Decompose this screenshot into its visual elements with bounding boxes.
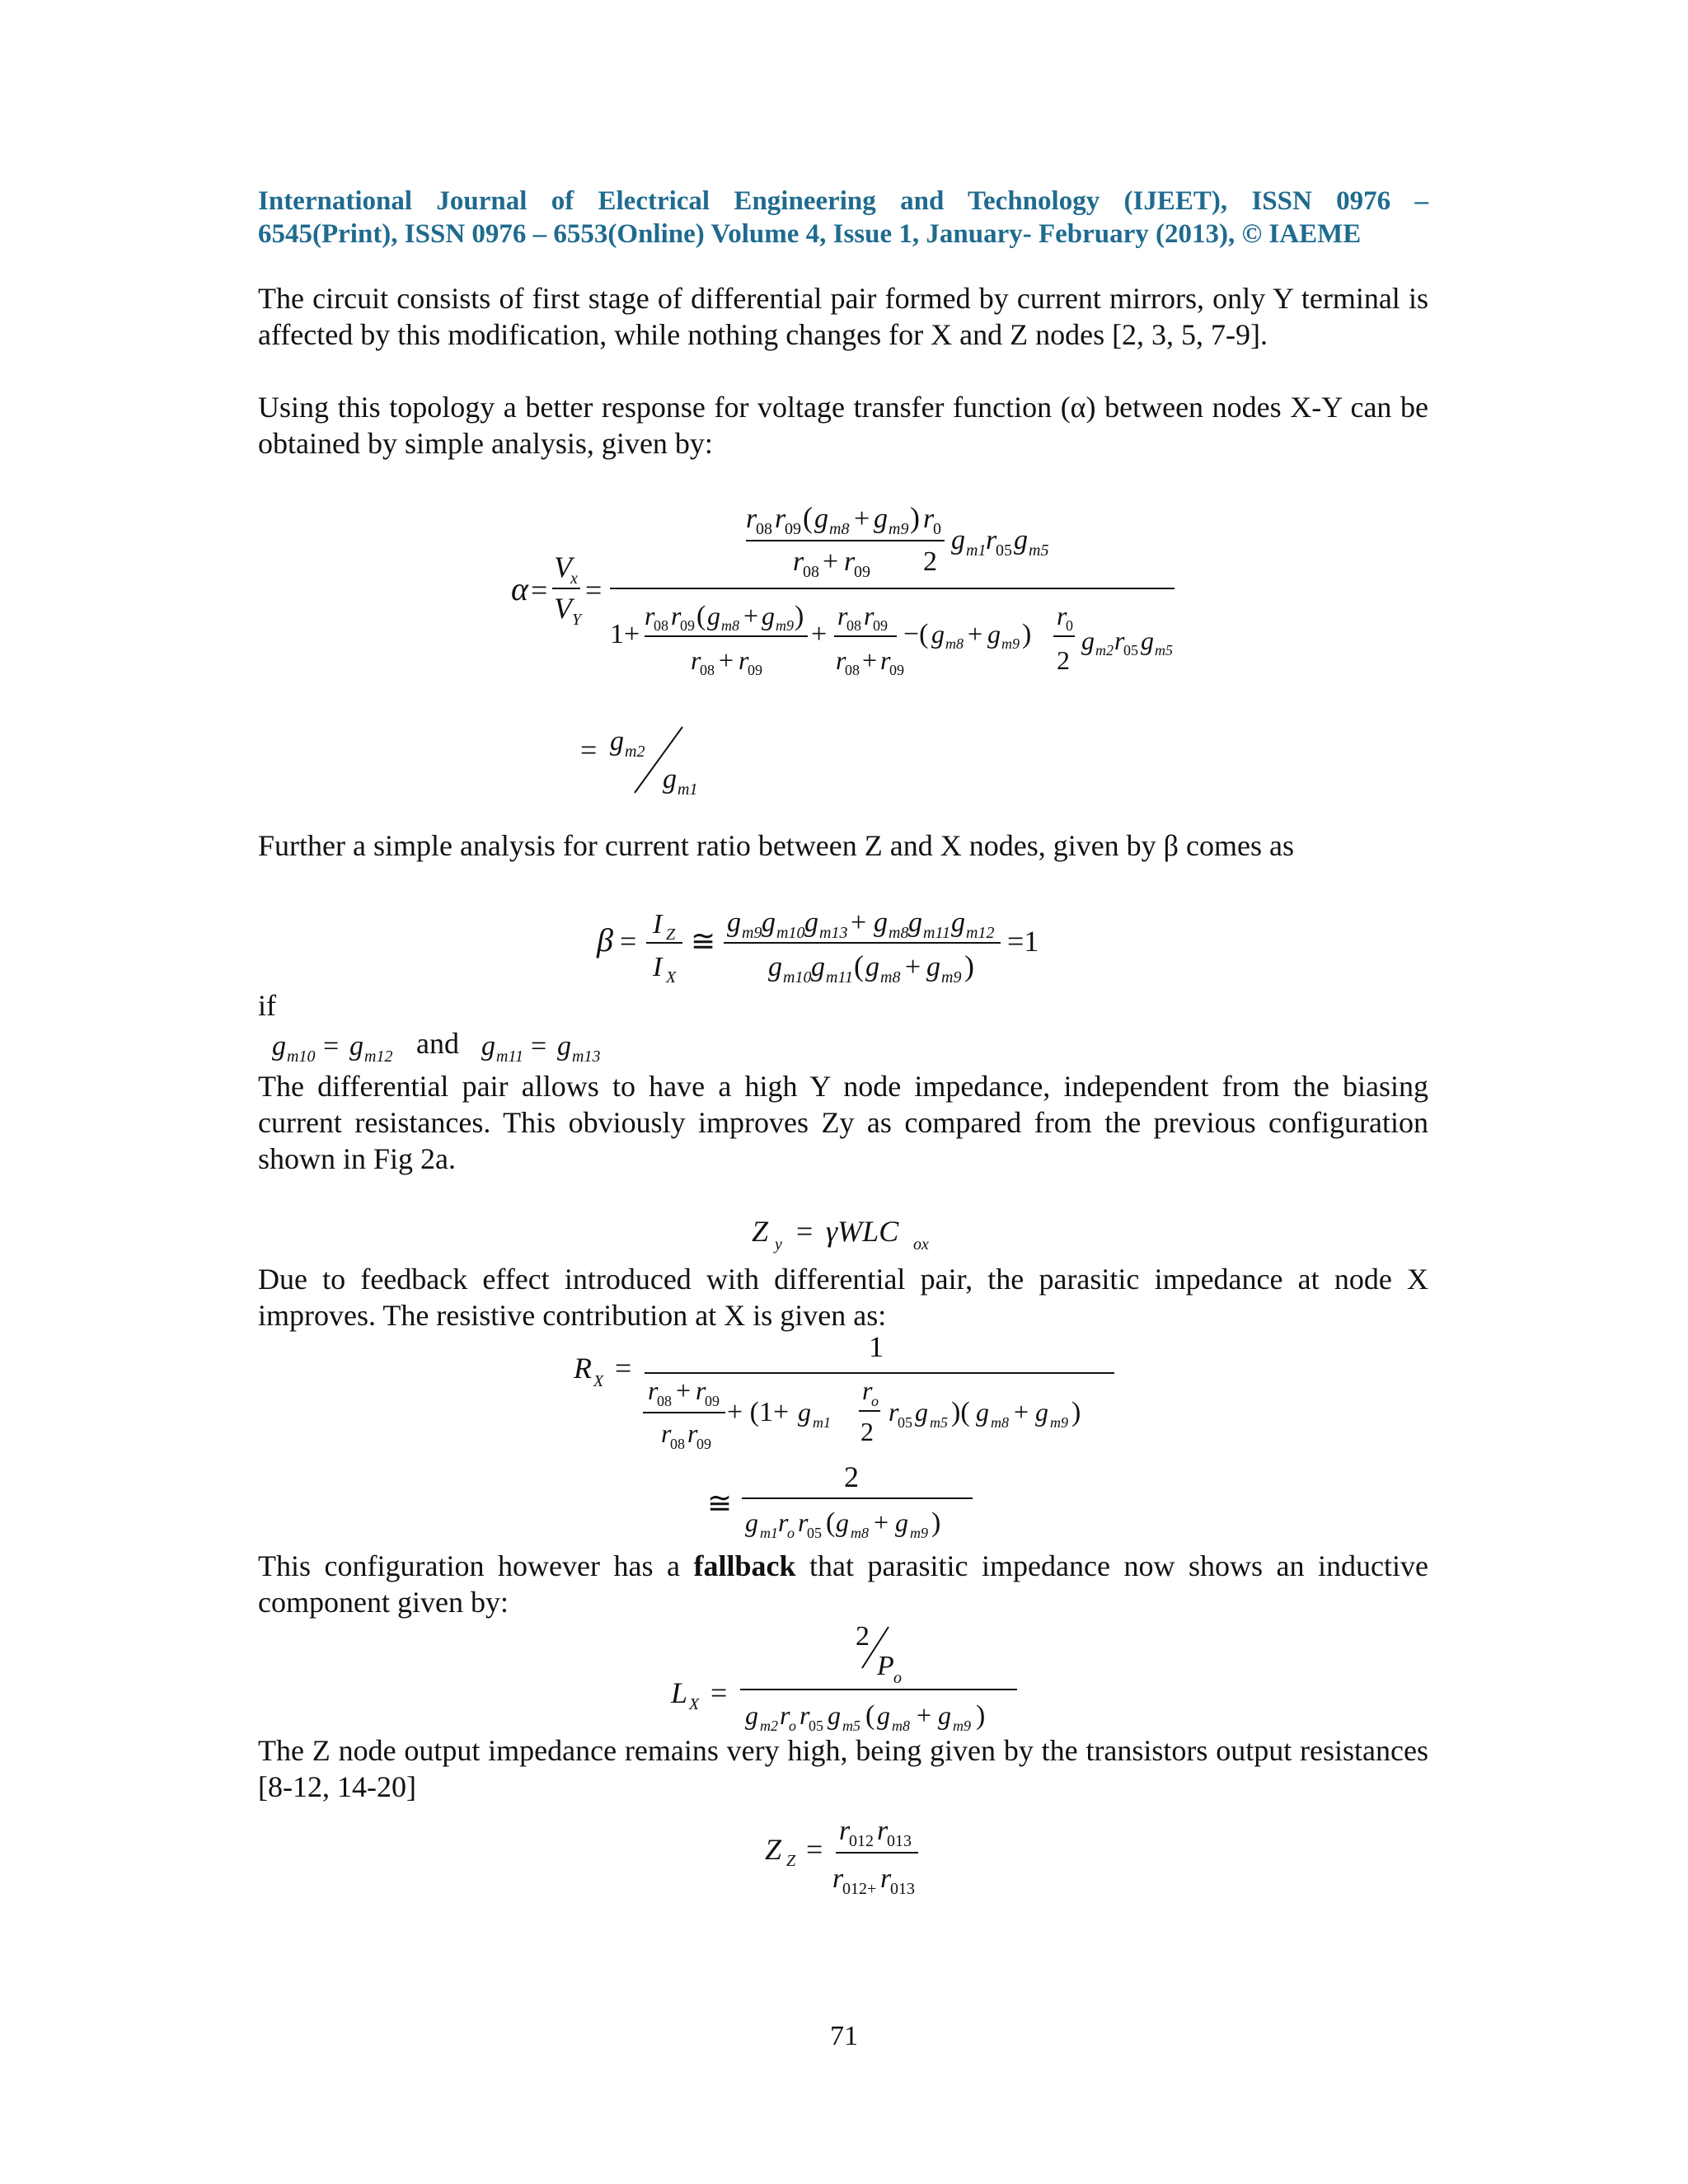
svg-text:): )	[931, 1507, 941, 1538]
svg-text:=: =	[323, 1031, 340, 1062]
svg-text:r: r	[738, 645, 749, 675]
svg-text:012+: 012+	[842, 1880, 877, 1898]
svg-text:g: g	[951, 907, 965, 938]
svg-text:r: r	[778, 1507, 789, 1537]
svg-text:V: V	[554, 551, 572, 583]
svg-text:y: y	[775, 1235, 782, 1254]
svg-text:09: 09	[705, 1393, 720, 1409]
svg-text:g: g	[938, 1700, 951, 1730]
svg-text:g: g	[877, 1700, 890, 1730]
svg-text:m1: m1	[760, 1525, 778, 1541]
svg-text:g: g	[1141, 626, 1154, 655]
condition-and-word: and	[416, 1027, 459, 1060]
paragraph-circuit-description: The circuit consists of first stage of differential pair formed by current mirrors, only Y terminal is affected by this modification, while nothing changes for X and Z nodes [2, 3, 5, 7-9].	[258, 282, 1428, 351]
svg-text:=: =	[580, 733, 598, 766]
svg-text:m2: m2	[1095, 642, 1114, 658]
svg-text:2: 2	[860, 1417, 874, 1446]
svg-text:g: g	[349, 1031, 363, 1062]
svg-text:m8: m8	[889, 924, 909, 942]
svg-text:m9: m9	[953, 1718, 971, 1734]
svg-text:m10: m10	[783, 968, 812, 987]
svg-text:g: g	[745, 1700, 758, 1730]
svg-text:m10: m10	[287, 1047, 316, 1066]
svg-text:g: g	[915, 1397, 928, 1427]
equation-alpha-simplified	[577, 717, 725, 799]
svg-text:m13: m13	[572, 1047, 601, 1066]
svg-text:+: +	[676, 1376, 692, 1405]
svg-text:m11: m11	[826, 968, 853, 987]
svg-text:m8: m8	[892, 1718, 910, 1734]
svg-text:g: g	[481, 1031, 495, 1062]
svg-text:m9: m9	[941, 968, 962, 987]
paragraph-if: if	[258, 989, 276, 1022]
svg-text:05: 05	[898, 1414, 912, 1431]
svg-text:=: =	[806, 1833, 823, 1866]
svg-text:): )	[964, 949, 974, 982]
svg-text:g: g	[926, 952, 940, 982]
svg-text:+ (1+: + (1+	[727, 1397, 790, 1427]
svg-text:Y: Y	[572, 611, 582, 629]
svg-text:+: +	[874, 1507, 889, 1537]
svg-text:o: o	[871, 1393, 879, 1409]
svg-text:r: r	[799, 1700, 810, 1730]
svg-text:g: g	[828, 1700, 841, 1730]
svg-text:Z: Z	[765, 1833, 782, 1866]
svg-text:): )	[1071, 1397, 1081, 1427]
svg-text:09: 09	[873, 617, 888, 634]
svg-text:m9: m9	[776, 617, 794, 634]
svg-text:m11: m11	[496, 1047, 523, 1066]
svg-text:08: 08	[756, 520, 772, 538]
svg-text:g: g	[798, 1397, 811, 1427]
svg-text:=: =	[796, 1215, 814, 1248]
svg-text:r: r	[832, 1863, 844, 1894]
svg-text:L: L	[671, 1676, 688, 1709]
svg-text:012: 012	[849, 1832, 874, 1850]
svg-text:r: r	[923, 504, 935, 534]
journal-header	[258, 185, 1428, 251]
svg-text:r: r	[780, 1700, 790, 1730]
paragraph-current-ratio: Further a simple analysis for current ratio between Z and X nodes, given by β comes as	[258, 829, 1294, 862]
svg-text:=: =	[531, 1031, 547, 1062]
svg-text:β: β	[597, 921, 613, 958]
svg-text:(: (	[803, 501, 813, 534]
svg-text:09: 09	[748, 662, 762, 678]
svg-text:(: (	[854, 949, 864, 982]
svg-text:≅: ≅	[691, 925, 716, 958]
svg-text:+: +	[811, 619, 828, 649]
svg-text:09: 09	[854, 563, 870, 581]
svg-text:09: 09	[889, 662, 904, 678]
svg-text:g: g	[745, 1507, 758, 1537]
svg-text:g: g	[272, 1031, 286, 1062]
svg-text:m9: m9	[1050, 1414, 1068, 1431]
svg-text:x: x	[570, 569, 578, 588]
svg-text:r: r	[877, 1816, 889, 1846]
svg-text:+: +	[862, 645, 878, 675]
svg-text:α: α	[511, 570, 528, 607]
svg-text:08: 08	[654, 617, 668, 634]
svg-text:g: g	[1081, 626, 1095, 655]
svg-text:08: 08	[845, 662, 860, 678]
equation-lx	[668, 1617, 1030, 1749]
svg-text:+: +	[968, 619, 983, 649]
svg-text:r: r	[746, 504, 757, 534]
svg-text:=: =	[531, 574, 548, 607]
svg-text:+: +	[917, 1700, 932, 1730]
svg-text:o: o	[893, 1669, 902, 1687]
svg-text:m1: m1	[966, 541, 987, 560]
svg-text:P: P	[877, 1651, 894, 1681]
svg-text:g: g	[836, 1507, 849, 1537]
svg-text:m8: m8	[880, 968, 901, 987]
svg-text:g: g	[951, 525, 965, 555]
svg-text:013: 013	[890, 1880, 915, 1898]
svg-text:05: 05	[996, 541, 1012, 560]
svg-text:): )	[1022, 619, 1032, 649]
svg-text:g: g	[931, 619, 945, 649]
journal-header-line1: International Journal of Electrical Engineering and Technology (IJEET), ISSN 0976 –	[258, 186, 1428, 216]
svg-text:≅: ≅	[707, 1487, 733, 1520]
fallback-bold-term: fallback	[693, 1549, 796, 1582]
svg-text:2: 2	[844, 1460, 859, 1493]
svg-text:g: g	[1014, 525, 1028, 555]
svg-text:): )	[910, 501, 920, 534]
svg-text:2: 2	[1057, 645, 1070, 675]
svg-text:r: r	[648, 1376, 659, 1405]
svg-text:r: r	[798, 1507, 809, 1537]
svg-text:ox: ox	[913, 1235, 929, 1254]
svg-text:0: 0	[1066, 617, 1073, 634]
svg-text:r: r	[687, 1418, 698, 1448]
svg-text:g: g	[557, 1031, 571, 1062]
equation-alpha	[495, 494, 1203, 692]
svg-text:(: (	[696, 601, 706, 631]
svg-text:013: 013	[887, 1832, 912, 1850]
equation-zy	[752, 1212, 966, 1261]
svg-text:r: r	[844, 546, 856, 577]
svg-text:): )	[795, 601, 804, 631]
svg-text:=: =	[620, 925, 637, 958]
svg-text:1+: 1+	[610, 619, 640, 649]
svg-text:m2: m2	[625, 743, 645, 761]
svg-text:08: 08	[803, 563, 819, 581]
svg-text:r: r	[793, 546, 804, 577]
paragraph-feedback: Due to feedback effect introduced with differential pair, the parasitic impedance at node X improves. The resistive contribution at X is given as:	[258, 1263, 1428, 1332]
svg-text:g: g	[976, 1397, 989, 1427]
svg-text:+: +	[1014, 1397, 1029, 1427]
paragraph-differential-pair: The differential pair allows to have a high Y node impedance, independent from the biasing current resistances. This obviously improves Zy as compared from the previous configuration shown in Fig 2a.	[258, 1070, 1428, 1175]
svg-text:m11: m11	[923, 924, 950, 942]
svg-text:X: X	[689, 1695, 700, 1713]
svg-text:r: r	[671, 601, 682, 630]
svg-text:m5: m5	[842, 1718, 860, 1734]
journal-header-line2: 6545(Print), ISSN 0976 – 6553(Online) Volume 4, Issue 1, January- February (2013), © IAEME	[258, 219, 1362, 249]
svg-text:r: r	[661, 1418, 672, 1448]
svg-text:+: +	[743, 601, 759, 630]
svg-text:m13: m13	[819, 924, 848, 942]
svg-text:r: r	[836, 645, 846, 675]
svg-text:g: g	[1035, 1397, 1048, 1427]
svg-text:05: 05	[809, 1718, 823, 1734]
svg-text:o: o	[787, 1525, 795, 1541]
svg-text:=: =	[585, 574, 603, 607]
svg-text:Z: Z	[666, 926, 676, 944]
svg-text:−(: −(	[903, 619, 929, 649]
svg-text:m8: m8	[851, 1525, 869, 1541]
svg-text:m8: m8	[991, 1414, 1009, 1431]
svg-text:V: V	[554, 592, 572, 625]
paragraph-topology: Using this topology a better response for voltage transfer function (α) between nodes X-Y can be obtained by simple analysis, given by:	[258, 391, 1428, 460]
svg-text:m1: m1	[813, 1414, 831, 1431]
svg-text:08: 08	[700, 662, 715, 678]
paragraph-z-node: The Z node output impedance remains very high, being given by the transistors output resistances [8-12, 14-20]	[258, 1734, 1428, 1803]
svg-text:r: r	[1057, 601, 1067, 630]
equation-rx	[569, 1329, 1129, 1543]
svg-text:m5: m5	[1155, 642, 1173, 658]
svg-text:r: r	[775, 504, 786, 534]
svg-text:): )	[976, 1700, 986, 1731]
svg-text:r: r	[986, 525, 997, 555]
svg-text:)(: )(	[951, 1397, 970, 1427]
svg-text:R: R	[574, 1352, 592, 1385]
svg-text:2: 2	[856, 1621, 870, 1652]
svg-text:r: r	[880, 1863, 892, 1894]
svg-text:m1: m1	[678, 780, 698, 799]
svg-text:09: 09	[785, 520, 801, 538]
svg-text:m5: m5	[930, 1414, 948, 1431]
svg-text:m12: m12	[966, 924, 995, 942]
paragraph-fallback	[258, 1548, 1428, 1620]
equation-beta	[593, 898, 1104, 989]
svg-text:+: +	[851, 907, 867, 938]
svg-text:(: (	[826, 1507, 836, 1538]
svg-text:r: r	[864, 601, 874, 630]
svg-text:m5: m5	[1029, 541, 1049, 560]
svg-text:g: g	[663, 764, 677, 794]
svg-text:g: g	[987, 619, 1001, 649]
svg-text:+: +	[905, 952, 921, 982]
svg-text:=: =	[615, 1352, 632, 1385]
svg-text:g: g	[804, 907, 818, 938]
svg-text:r: r	[691, 645, 701, 675]
svg-text:1: 1	[869, 1330, 884, 1363]
svg-text:09: 09	[680, 617, 695, 634]
svg-text:g: g	[610, 726, 624, 757]
svg-text:X: X	[593, 1372, 604, 1390]
svg-text:m2: m2	[760, 1718, 778, 1734]
svg-text:I: I	[653, 952, 663, 982]
svg-text:05: 05	[807, 1525, 822, 1541]
svg-text:08: 08	[846, 617, 861, 634]
svg-text:0: 0	[933, 520, 941, 538]
svg-text:(: (	[865, 1700, 875, 1731]
fallback-post-text: that parasitic impedance now shows an inductive component given by:	[258, 1549, 1429, 1619]
svg-text:08: 08	[657, 1393, 672, 1409]
svg-text:+: +	[854, 504, 870, 534]
svg-text:g: g	[768, 952, 782, 982]
svg-text:+: +	[823, 546, 839, 577]
svg-text:Z: Z	[786, 1852, 796, 1870]
svg-text:g: g	[727, 907, 741, 938]
fallback-pre-text: This configuration however has a	[258, 1549, 694, 1582]
svg-text:g: g	[874, 504, 888, 534]
svg-text:r: r	[1114, 626, 1125, 655]
svg-text:=1: =1	[1007, 925, 1039, 958]
svg-text:g: g	[874, 907, 888, 938]
svg-text:g: g	[895, 1507, 908, 1537]
svg-text:m8: m8	[829, 520, 850, 538]
svg-text:r: r	[837, 601, 848, 630]
svg-text:X: X	[666, 968, 677, 987]
svg-text:g: g	[707, 601, 720, 630]
svg-text:+: +	[719, 645, 734, 675]
svg-text:g: g	[908, 907, 922, 938]
svg-text:m9: m9	[1001, 635, 1020, 652]
svg-text:08: 08	[670, 1436, 685, 1452]
svg-text:2: 2	[923, 546, 937, 577]
svg-text:g: g	[811, 952, 825, 982]
svg-text:g: g	[814, 504, 828, 534]
svg-text:γWLC: γWLC	[826, 1215, 899, 1248]
svg-text:m9: m9	[910, 1525, 928, 1541]
svg-text:m9: m9	[742, 924, 762, 942]
svg-text:m10: m10	[776, 924, 805, 942]
svg-text:g: g	[762, 907, 776, 938]
svg-text:r: r	[862, 1376, 873, 1405]
svg-text:m12: m12	[364, 1047, 393, 1066]
svg-text:m8: m8	[945, 635, 964, 652]
svg-text:r: r	[645, 601, 655, 630]
svg-text:09: 09	[696, 1436, 711, 1452]
svg-text:Z: Z	[752, 1215, 769, 1248]
page-number: 71	[830, 2021, 858, 2051]
svg-text:m9: m9	[889, 520, 909, 538]
svg-text:g: g	[762, 601, 775, 630]
svg-text:r: r	[880, 645, 891, 675]
svg-text:g: g	[865, 952, 879, 982]
svg-text:r: r	[889, 1397, 899, 1427]
svg-text:r: r	[839, 1816, 851, 1846]
svg-text:=: =	[710, 1676, 728, 1709]
equation-zz	[762, 1810, 943, 1900]
svg-text:r: r	[696, 1376, 706, 1405]
svg-text:05: 05	[1123, 642, 1138, 658]
svg-text:m8: m8	[721, 617, 739, 634]
svg-text:I: I	[653, 909, 663, 940]
svg-text:o: o	[789, 1718, 796, 1734]
